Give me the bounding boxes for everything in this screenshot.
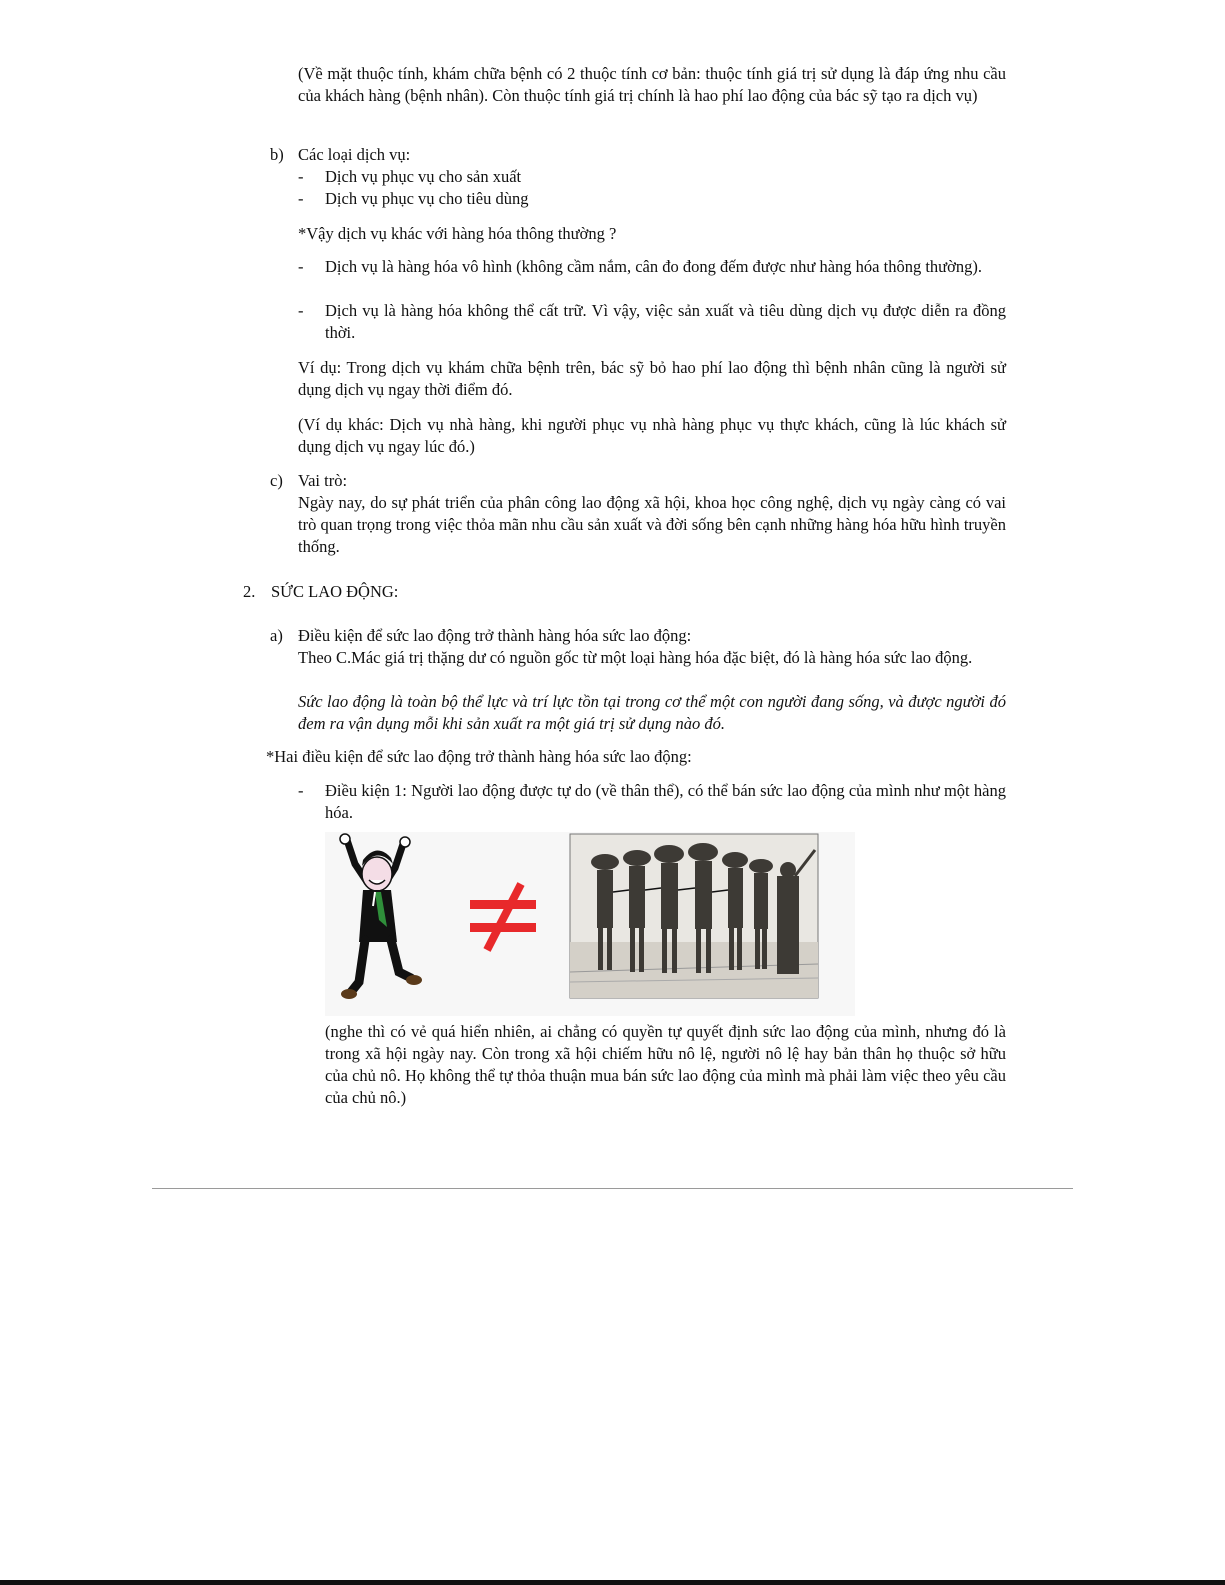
condition-1-note: (nghe thì có vẻ quá hiển nhiên, ai chẳng có quyền tự quyết định sức lao động của mình, nhưng đó là trong xã hội ngày nay. Còn trong xã hội chiếm hữu nô lệ, người nô lệ hay bản thân họ thuộc sở hữu của chủ nô. Họ không thể tự thỏa thuận mua bán sức lao động của mình mà phải làm việc theo yêu cầu của chủ nô.): [325, 1022, 1006, 1107]
service-item-consumption: Dịch vụ phục vụ cho tiêu dùng: [325, 189, 529, 208]
list-dash: -: [298, 167, 304, 186]
section-c-marker: c): [270, 471, 283, 490]
service-item-production: Dịch vụ phục vụ cho sản xuất: [325, 167, 522, 186]
section-2-number: 2.: [243, 582, 256, 601]
bottom-border: [0, 1580, 1225, 1585]
section-b-heading: Các loại dịch vụ:: [298, 145, 411, 164]
section-c-heading: Vai trò:: [298, 471, 348, 490]
difference-storage: Dịch vụ là hàng hóa không thể cất trữ. Vì vậy, việc sản xuất và tiêu dùng dịch vụ được diễn ra đồng thời.: [325, 301, 1006, 342]
conditions-intro: *Hai điều kiện để sức lao động trở thành hàng hóa sức lao động:: [266, 747, 692, 766]
list-dash: -: [298, 781, 304, 800]
figure-svg: [325, 832, 855, 1016]
example2-paragraph: (Ví dụ khác: Dịch vụ nhà hàng, khi người phục vụ nhà hàng phục vụ thực khách, cũng là lúc khách sử dụng dịch vụ ngay lúc đó.): [298, 415, 1006, 456]
section-c-paragraph: Ngày nay, do sự phát triển của phân công lao động xã hội, khoa học công nghệ, dịch vụ ngày càng có vai trò quan trọng trong việc thỏa mãn nhu cầu sản xuất và đời sống bên cạnh những hàng hóa hữu hình truyền thống.: [298, 493, 1006, 556]
section-2a-heading: Điều kiện để sức lao động trở thành hàng hóa sức lao động:: [298, 626, 692, 645]
section-2a-paragraph: Theo C.Mác giá trị thặng dư có nguồn gốc từ một loại hàng hóa đặc biệt, đó là hàng hóa sức lao động.: [298, 648, 973, 667]
slaves-engraving: [570, 834, 818, 998]
labor-power-definition: Sức lao động là toàn bộ thể lực và trí lực tồn tại trong cơ thể một con người đang sống, và được người đó đem ra vận dụng mỗi khi sản xuất ra một giá trị sử dụng nào đó.: [298, 692, 1006, 733]
intro-paragraph: (Về mặt thuộc tính, khám chữa bệnh có 2 thuộc tính cơ bản: thuộc tính giá trị sử dụng là đáp ứng nhu cầu của khách hàng (bệnh nhân). Còn thuộc tính giá trị chính là hao phí lao động của bác sỹ tạo ra dịch vụ): [298, 64, 1006, 105]
list-dash: -: [298, 257, 304, 276]
page-divider: [152, 1188, 1073, 1189]
list-dash: -: [298, 301, 304, 320]
section-2a-marker: a): [270, 626, 283, 645]
example-paragraph: Ví dụ: Trong dịch vụ khám chữa bệnh trên, bác sỹ bỏ hao phí lao động thì bệnh nhân cũng là người sử dụng dịch vụ ngay thời điểm đó.: [298, 358, 1006, 399]
freedom-vs-slavery-figure: [325, 832, 855, 1016]
section-2-title: SỨC LAO ĐỘNG:: [271, 582, 399, 601]
difference-intangible: Dịch vụ là hàng hóa vô hình (không cầm nắm, cân đo đong đếm được như hàng hóa thông thường).: [325, 257, 982, 276]
list-dash: -: [298, 189, 304, 208]
section-b-marker: b): [270, 145, 284, 164]
jumping-man-illustration: [340, 834, 422, 999]
condition-1: Điều kiện 1: Người lao động được tự do (về thân thể), có thể bán sức lao động của mình như một hàng hóa.: [325, 781, 1006, 822]
not-equal-sign: [470, 884, 536, 950]
question-line: *Vậy dịch vụ khác với hàng hóa thông thường ?: [298, 224, 617, 243]
